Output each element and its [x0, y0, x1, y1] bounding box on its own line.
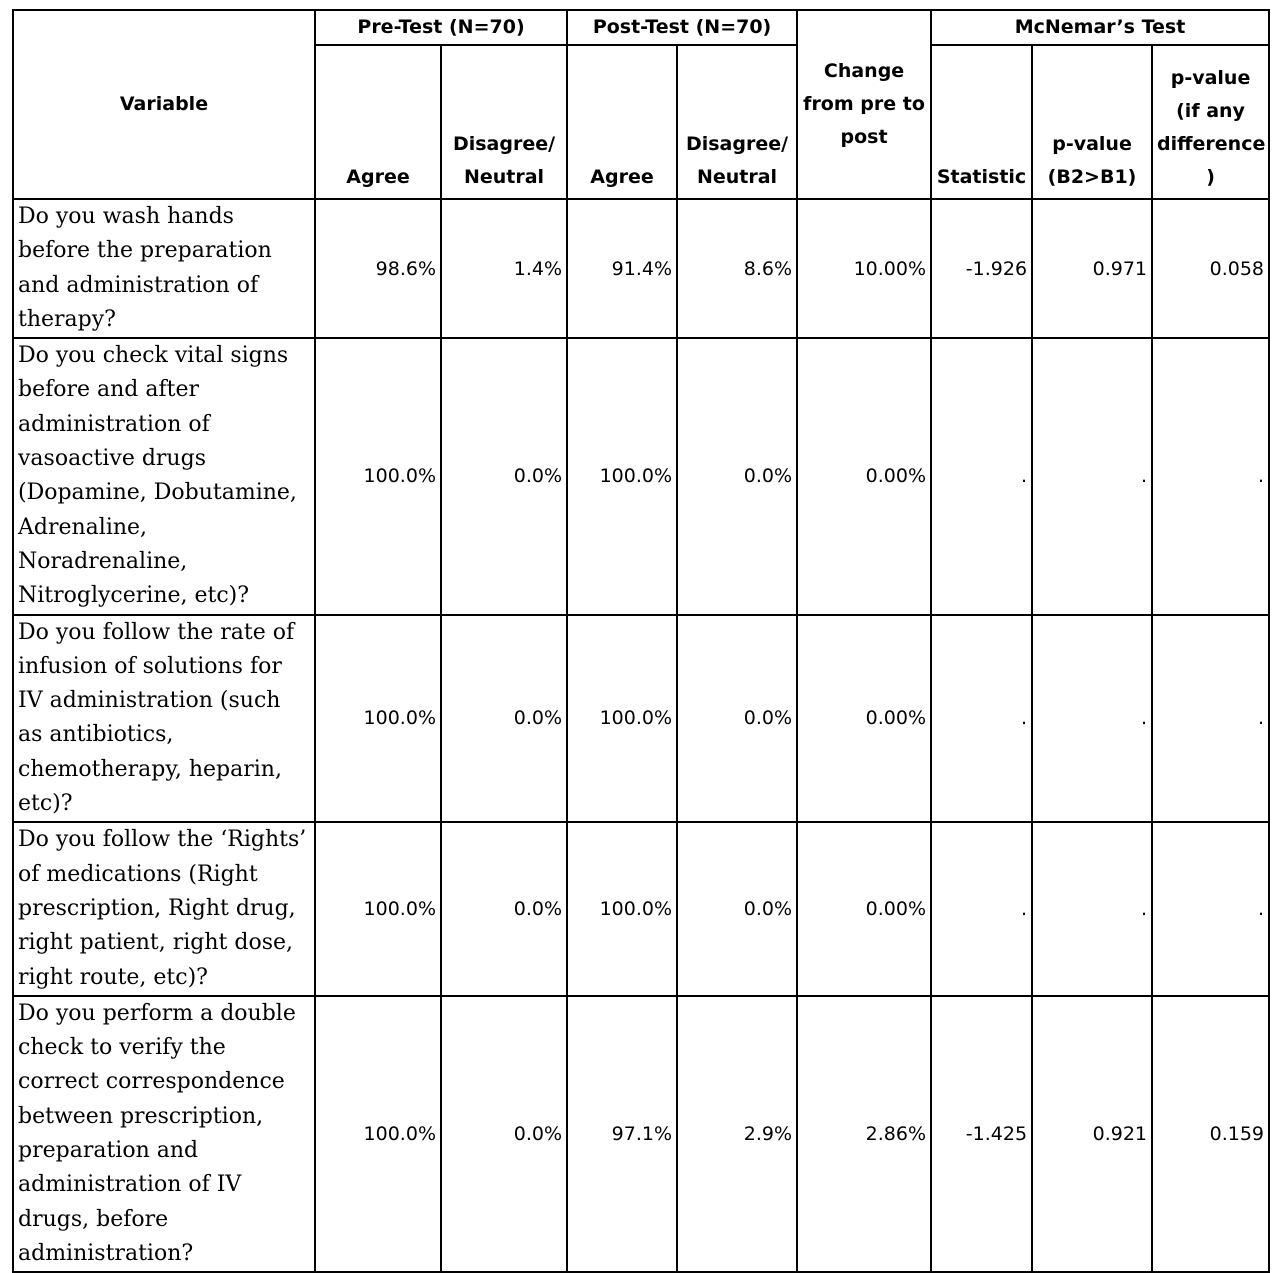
table-row — [13, 822, 1269, 995]
table-row — [13, 615, 1269, 823]
post-disagree-cell: 2.9% — [677, 996, 797, 1272]
statistic-cell: -1.425 — [931, 996, 1032, 1272]
statistic-cell: . — [931, 338, 1032, 614]
posttest-header: Post-Test (N=70) — [567, 10, 797, 45]
pvalue-header: p-value (B2>B1) — [1032, 45, 1152, 199]
pvalue-any-cell: . — [1152, 615, 1269, 823]
question-cell: Do you wash hands before the preparation and administration of therapy? — [13, 199, 315, 338]
table-row — [13, 338, 1269, 614]
pvalue-any-header: p-value (if any difference ) — [1152, 45, 1269, 199]
pre-agree-cell: 100.0% — [315, 338, 441, 614]
pre-disagree-cell: 0.0% — [441, 996, 567, 1272]
pvalue-any-cell: . — [1152, 822, 1269, 995]
pre-disagree-cell: 1.4% — [441, 199, 567, 338]
pre-agree-cell: 100.0% — [315, 822, 441, 995]
pretest-header: Pre-Test (N=70) — [315, 10, 567, 45]
question-cell: Do you perform a double check to verify the correct correspondence between prescription, preparation and administration of IV drugs, before administration? — [13, 996, 315, 1272]
change-cell: 0.00% — [797, 338, 931, 614]
change-cell: 0.00% — [797, 615, 931, 823]
pre-agree-cell: 100.0% — [315, 615, 441, 823]
table-row — [13, 199, 1269, 338]
change-header: Change from pre to post — [797, 10, 931, 199]
table-row — [13, 996, 1269, 1272]
post-agree-cell: 100.0% — [567, 822, 677, 995]
pvalue-cell: . — [1032, 615, 1152, 823]
post-agree-header: Agree — [567, 45, 677, 199]
change-cell: 10.00% — [797, 199, 931, 338]
question-cell: Do you follow the rate of infusion of solutions for IV administration (such as antibiotics, chemotherapy, heparin, etc)? — [13, 615, 315, 823]
pvalue-any-cell: 0.159 — [1152, 996, 1269, 1272]
pre-agree-header: Agree — [315, 45, 441, 199]
pre-agree-cell: 98.6% — [315, 199, 441, 338]
post-agree-cell: 97.1% — [567, 996, 677, 1272]
pvalue-any-cell: . — [1152, 338, 1269, 614]
pvalue-cell: . — [1032, 822, 1152, 995]
post-agree-cell: 91.4% — [567, 199, 677, 338]
pvalue-any-cell: 0.058 — [1152, 199, 1269, 338]
post-disagree-header: Disagree/ Neutral — [677, 45, 797, 199]
mcnemar-header: McNemar’s Test — [931, 10, 1269, 45]
statistic-cell: . — [931, 615, 1032, 823]
change-cell: 2.86% — [797, 996, 931, 1272]
change-cell: 0.00% — [797, 822, 931, 995]
post-disagree-cell: 0.0% — [677, 338, 797, 614]
post-disagree-cell: 0.0% — [677, 822, 797, 995]
statistic-header: Statistic — [931, 45, 1032, 199]
header-row-groups — [13, 10, 1269, 45]
statistic-cell: -1.926 — [931, 199, 1032, 338]
pre-agree-cell: 100.0% — [315, 996, 441, 1272]
pvalue-cell: 0.921 — [1032, 996, 1152, 1272]
post-disagree-cell: 0.0% — [677, 615, 797, 823]
post-agree-cell: 100.0% — [567, 615, 677, 823]
statistic-cell: . — [931, 822, 1032, 995]
post-agree-cell: 100.0% — [567, 338, 677, 614]
pre-disagree-cell: 0.0% — [441, 615, 567, 823]
pre-disagree-cell: 0.0% — [441, 338, 567, 614]
pre-disagree-cell: 0.0% — [441, 822, 567, 995]
question-cell: Do you follow the ‘Rights’ of medications (Right prescription, Right drug, right patient, right dose, right route, etc)? — [13, 822, 315, 995]
pvalue-cell: . — [1032, 338, 1152, 614]
post-disagree-cell: 8.6% — [677, 199, 797, 338]
results-table — [12, 9, 1270, 1273]
question-cell: Do you check vital signs before and after administration of vasoactive drugs (Dopamine, Dobutamine, Adrenaline, Noradrenaline, Nitroglycerine, etc)? — [13, 338, 315, 614]
pvalue-cell: 0.971 — [1032, 199, 1152, 338]
variable-header: Variable — [13, 10, 315, 199]
pre-disagree-header: Disagree/ Neutral — [441, 45, 567, 199]
